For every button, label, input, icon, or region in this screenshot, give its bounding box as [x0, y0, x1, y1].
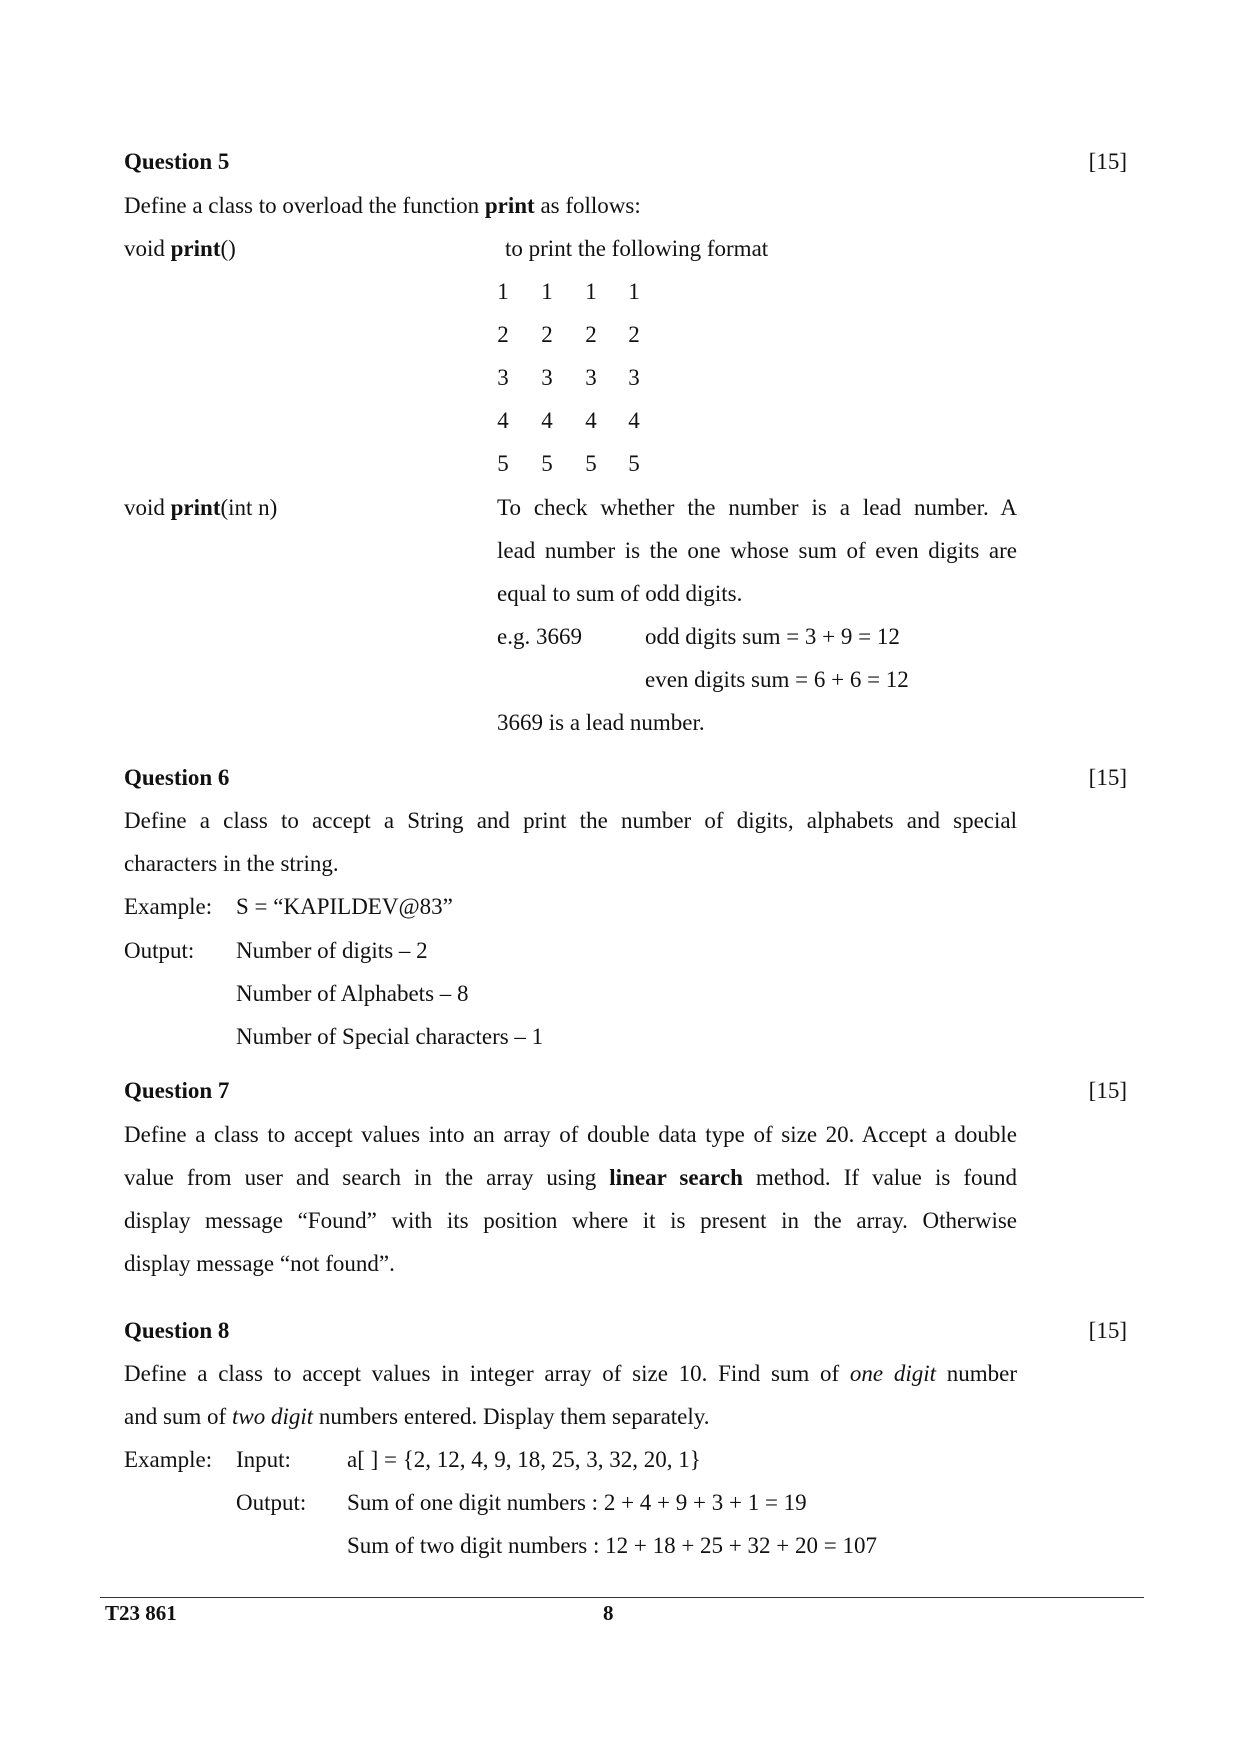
pattern-cell: 2 — [585, 322, 597, 347]
question-6-example-label: Example: — [124, 894, 213, 919]
footer-page-number: 8 — [603, 1601, 614, 1625]
question-6-marks: [15] — [1088, 765, 1127, 790]
question-5-intro: Define a class to overload the function print as follows: — [124, 193, 641, 218]
pattern-cell: 1 — [628, 279, 640, 304]
question-5-marks: [15] — [1088, 149, 1127, 174]
pattern-cell: 3 — [541, 365, 553, 390]
question-7-marks: [15] — [1088, 1078, 1127, 1103]
pattern-cell: 5 — [628, 451, 640, 476]
question-6-body-line-2: characters in the string. — [124, 851, 339, 876]
pattern-cell: 2 — [541, 322, 553, 347]
example-even-sum: even digits sum = 6 + 6 = 12 — [645, 667, 909, 692]
question-7-heading: Question 7 — [124, 1078, 230, 1103]
pattern-cell: 3 — [585, 365, 597, 390]
print-signature-2: void print(int n) — [124, 495, 278, 520]
question-6-example-value: S = “KAPILDEV@83” — [236, 894, 453, 919]
question-7-body-line-3: display message “Found” with its position where it is present in the array. Otherwise — [124, 1208, 1017, 1233]
question-7-body-line-1: Define a class to accept values into an array of double data type of size 20. Accept a double — [124, 1122, 1017, 1147]
question-6-body-line-1: Define a class to accept a String and print the number of digits, alphabets and special — [124, 808, 1017, 833]
example-odd-sum: odd digits sum = 3 + 9 = 12 — [645, 624, 900, 649]
example-result: 3669 is a lead number. — [497, 710, 705, 735]
question-6-heading: Question 6 — [124, 765, 230, 790]
example-label: e.g. 3669 — [497, 624, 582, 649]
question-8-output-one-digit: Sum of one digit numbers : 2 + 4 + 9 + 3 + 1 = 19 — [347, 1490, 807, 1515]
pattern-cell: 5 — [541, 451, 553, 476]
print-description-2-line-3: equal to sum of odd digits. — [497, 581, 743, 606]
question-8-heading: Question 8 — [124, 1318, 230, 1343]
question-6-output-digits: Number of digits – 2 — [236, 938, 428, 963]
pattern-cell: 1 — [541, 279, 553, 304]
print-description-1: to print the following format — [505, 236, 769, 261]
pattern-cell: 4 — [585, 408, 597, 433]
print-description-2-line-2: lead number is the one whose sum of even digits are — [497, 538, 1017, 563]
footer-paper-code: T23 861 — [105, 1601, 177, 1625]
pattern-cell: 4 — [497, 408, 509, 433]
question-8-input-label: Input: — [236, 1447, 291, 1472]
question-8-input-value: a[ ] = {2, 12, 4, 9, 18, 25, 3, 32, 20, 1} — [347, 1447, 701, 1472]
pattern-cell: 1 — [585, 279, 597, 304]
question-7-body-line-2: value from user and search in the array using linear search method. If value is found — [124, 1165, 1017, 1190]
question-8-body-line-2: and sum of two digit numbers entered. Display them separately. — [124, 1404, 710, 1429]
question-7-body-line-4: display message “not found”. — [124, 1251, 395, 1276]
question-6-output-alphabets: Number of Alphabets – 8 — [236, 981, 469, 1006]
print-description-2-line-1: To check whether the number is a lead number. A — [497, 495, 1017, 520]
pattern-cell: 2 — [497, 322, 509, 347]
pattern-cell: 3 — [628, 365, 640, 390]
question-6-output-special: Number of Special characters – 1 — [236, 1024, 544, 1049]
footer-divider — [100, 1597, 1144, 1598]
question-8-marks: [15] — [1088, 1318, 1127, 1343]
pattern-cell: 3 — [497, 365, 509, 390]
question-8-example-label: Example: — [124, 1447, 213, 1472]
question-8-body-line-1: Define a class to accept values in integer array of size 10. Find sum of one digit number — [124, 1361, 1017, 1386]
question-8-output-two-digit: Sum of two digit numbers : 12 + 18 + 25 + 32 + 20 = 107 — [347, 1533, 877, 1558]
pattern-cell: 1 — [497, 279, 509, 304]
question-8-output-label: Output: — [236, 1490, 307, 1515]
question-5-heading: Question 5 — [124, 149, 230, 174]
pattern-cell: 2 — [628, 322, 640, 347]
print-signature-1: void print() — [124, 236, 236, 261]
pattern-cell: 4 — [628, 408, 640, 433]
pattern-cell: 4 — [541, 408, 553, 433]
question-6-output-label: Output: — [124, 938, 195, 963]
pattern-cell: 5 — [497, 451, 509, 476]
pattern-cell: 5 — [585, 451, 597, 476]
